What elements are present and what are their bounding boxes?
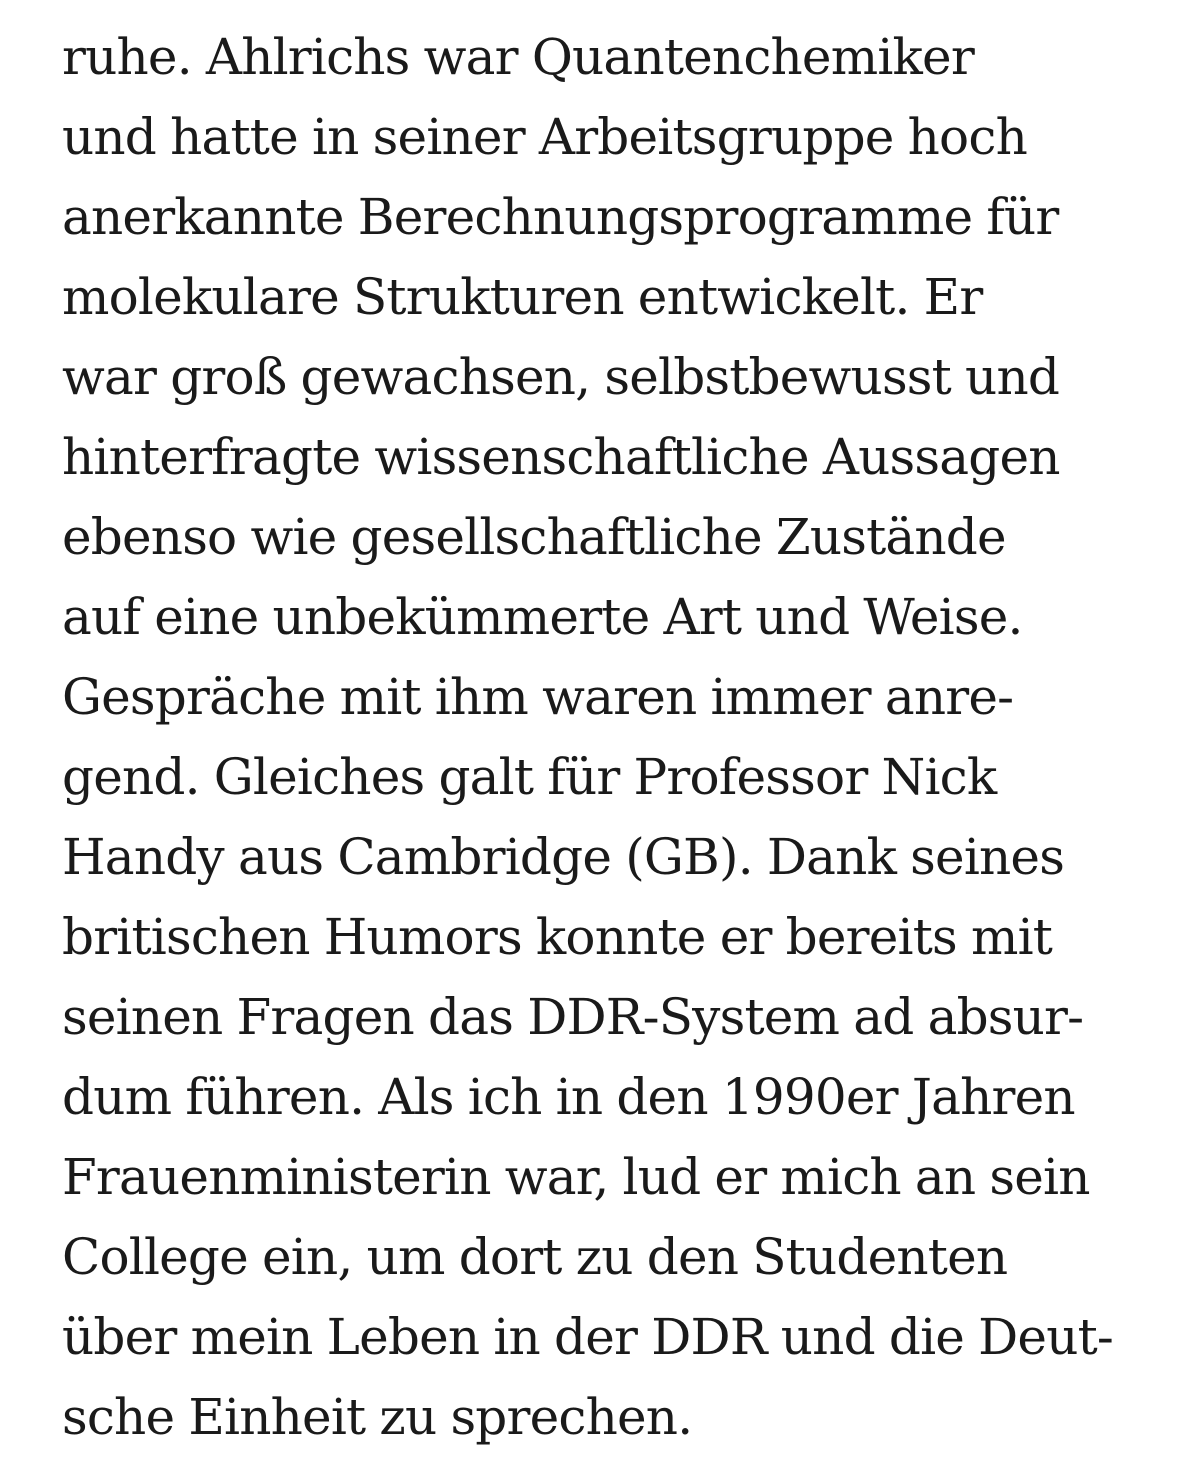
text-line-11: Handy aus Cambridge (GB). Dank seines [62, 828, 1065, 886]
text-line-17: über mein Leben in der DDR und die Deut- [62, 1308, 1114, 1366]
text-line-10: gend. Gleiches galt für Professor Nick [62, 748, 997, 806]
text-line-15: Frauenministerin war, lud er mich an sein [62, 1148, 1090, 1206]
body-text [62, 17, 1162, 1457]
text-line-18: sche Einheit zu sprechen. [62, 1388, 693, 1446]
text-line-1: ruhe. Ahlrichs war Quantenchemiker [62, 28, 974, 86]
text-line-13: seinen Fragen das DDR-System ad absur- [62, 988, 1084, 1046]
text-line-5: war groß gewachsen, selbstbewusst und [62, 348, 1060, 406]
text-line-16: College ein, um dort zu den Studenten [62, 1228, 1008, 1286]
text-line-6: hinterfragte wissenschaftliche Aussagen [62, 428, 1060, 486]
text-line-12: britischen Humors konnte er bereits mit [62, 908, 1053, 966]
text-line-4: molekulare Strukturen entwickelt. Er [62, 268, 983, 326]
text-line-14: dum führen. Als ich in den 1990er Jahren [62, 1068, 1075, 1126]
text-line-9: Gespräche mit ihm waren immer anre- [62, 668, 1014, 726]
text-line-3: anerkannte Berechnungsprogramme für [62, 188, 1059, 246]
text-line-7: ebenso wie gesellschaftliche Zustände [62, 508, 1006, 566]
text-line-2: und hatte in seiner Arbeitsgruppe hoch [62, 108, 1027, 166]
text-line-8: auf eine unbekümmerte Art und Weise. [62, 588, 1023, 646]
